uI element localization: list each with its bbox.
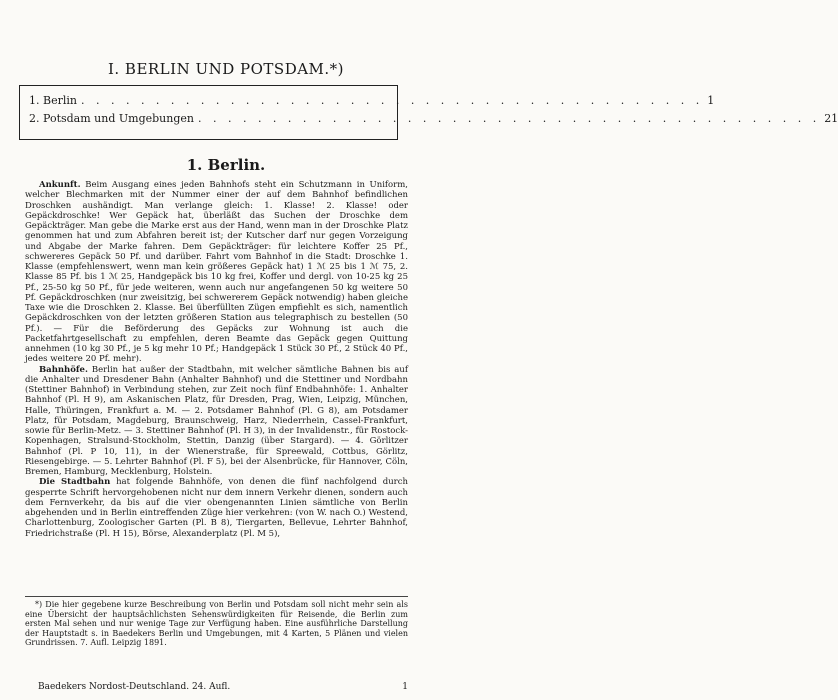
footnote-divider <box>25 596 408 597</box>
table-of-contents <box>19 85 838 140</box>
footnote-text: *) Die hier gegebene kurze Beschreibung von Berlin und Potsdam soll nicht mehr sein als eine Übersicht der hauptsächlichsten Sehenswürdigkeiten für Reisende, die Berlin zum ersten Mal sehen und nur wenige Tage zur Verfügung haben. Eine ausführliche Darstellung der Hauptstadt s. in Baedekers Berlin und Umgebungen, mit 4 Karten, 5 Plänen und vielen Grundrissen. 7. Aufl. Leipzig 1891. <box>25 600 408 648</box>
paragraph-ankunft <box>25 180 408 365</box>
footnote <box>25 600 408 648</box>
paragraph-text: Beim Ausgang eines jeden Bahnhofs steht ein Schutzmann in Uniform, welcher Blechmarken mit der Nummer einer der auf dem Bahnhof befindlichen Droschken aushändigt. Man verlange gleich: 1. Klasse! 2. Klasse! oder Gepäckdroschke! Wer Gepäck hat, überläßt das Suchen der Droschke dem Gepäckträger. Man gebe die Marke erst aus der Hand, wenn man in der Droschke Platz genommen hat und zum Abfahren bereit ist; der Kutscher darf nur gegen Vorzeigung und Abgabe der Marke fahren. Dem Gepäckträger: für leichtere Koffer 25 Pf., schwereres Gepäck 50 Pf. und darüber. Fahrt vom Bahnhof in die Stadt: Droschke 1. Klasse (empfehlenswert, wenn man kein größeres Gepäck hat) 1 ℳ 25 bis 1 ℳ 75, 2. Klasse 85 Pf. bis 1 ℳ 25, Handgepäck bis 10 kg frei, Koffer und dergl. von 10-25 kg 25 Pf., 25-50 kg 50 Pf., für jede weiteren, wenn auch nur angefangenen 50 kg weitere 50 Pf. Gepäckdroschken (nur zweisitzig, bei schwererem Gepäck notwendig) haben gleiche Taxe wie die Droschken 2. Klasse. Bei überfüllten Zügen empfiehlt es sich, namentlich Gepäckdroschken von der letzten größeren Station aus telegraphisch zu bestellen (50 Pf.). — Für die Beförderung des Gepäcks zur Wohnung ist auch die Packetfahrtgesellschaft zu empfehlen, deren Beamte das Gepäck gegen Quittung annehmen (10 kg 30 Pf., je 5 kg mehr 10 Pf.; Handgepäck 1 Stück 30 Pf., 2 Stück 40 Pf., jedes weitere 20 Pf. mehr). <box>25 180 408 365</box>
paragraph-runin: Bahnhöfe. <box>39 364 88 375</box>
toc-entry-label: 2. Potsdam und Umgebungen <box>29 112 194 125</box>
paragraph-runin: Die Stadtbahn <box>39 477 111 488</box>
toc-entry-page: 21 <box>824 112 838 125</box>
chapter-title: I. BERLIN UND POTSDAM.*) <box>107 60 345 78</box>
paragraph-stadtbahn <box>25 477 408 539</box>
toc-entry-potsdam <box>29 112 838 125</box>
body-text <box>25 180 408 539</box>
toc-leader-dots: . . . . . . . . . . . . . . . . . . . . . . . . . . . . . . . . . . . . . . . . . . <box>197 112 821 125</box>
toc-leader-dots: . . . . . . . . . . . . . . . . . . . . . . . . . . . . . . . . . . . . . . . . . . <box>80 94 704 107</box>
paragraph-bahnhoefe <box>25 365 408 478</box>
footer-signature: Baedekers Nordost-Deutschland. 24. Aufl. <box>38 682 231 692</box>
toc-entry-berlin <box>29 94 715 107</box>
page-number: 1 <box>402 682 408 692</box>
toc-entry-label: 1. Berlin <box>29 94 77 107</box>
page-footer <box>38 682 408 692</box>
toc-entry-page: 1 <box>707 94 715 107</box>
section-title: 1. Berlin. <box>186 156 266 174</box>
paragraph-text: hat folgende Bahnhöfe, von denen die fünf nachfolgend durch gesperrte Schrift hervorgehobenen nicht nur dem innern Verkehr dienen, sondern auch dem Fernverkehr, da bis auf die vier obengenannten Linien sämtliche von Berlin abgehenden und in Berlin eintreffenden Züge hier verkehren: (von W. nach O.) Westend, Charlottenburg, Zoologischer Garten (Pl. B 8), Tiergarten, Bellevue, Lehrter Bahnhof, Friedrichstraße (Pl. H 15), Börse, Alexanderplatz (Pl. M 5), <box>25 477 408 539</box>
paragraph-text: Berlin hat außer der Stadtbahn, mit welcher sämtliche Bahnen bis auf die Anhalter und Dresdener Bahn (Anhalter Bahnhof) und die Stettiner und Nordbahn (Stettiner Bahnhof) in Verbindung stehen, zur Zeit noch fünf Endbahnhöfe: 1. Anhalter Bahnhof (Pl. H 9), am Askanischen Platz, für Dresden, Prag, Wien, Leipzig, München, Halle, Thüringen, Frankfurt a. M. — 2. Potsdamer Bahnhof (Pl. G 8), am Potsdamer Platz, für Potsdam, Magdeburg, Braunschweig, Harz, Niederrhein, Cassel-Frankfurt, sowie für Berlin-Metz. — 3. Stettiner Bahnhof (Pl. H 3), in der Invalidenstr., für Rostock-Kopenhagen, Stralsund-Stockholm, Stettin, Danzig (über Stargard). — 4. Görlitzer Bahnhof (Pl. P 10, 11), in der Wienerstraße, für Spreewald, Cottbus, Görlitz, Riesengebirge. — 5. Lehrter Bahnhof (Pl. F 5), bei der Alsenbrücke, für Hannover, Cöln, Bremen, Hamburg, Mecklenburg, Holstein. <box>25 364 408 477</box>
paragraph-runin: Ankunft. <box>39 180 81 190</box>
